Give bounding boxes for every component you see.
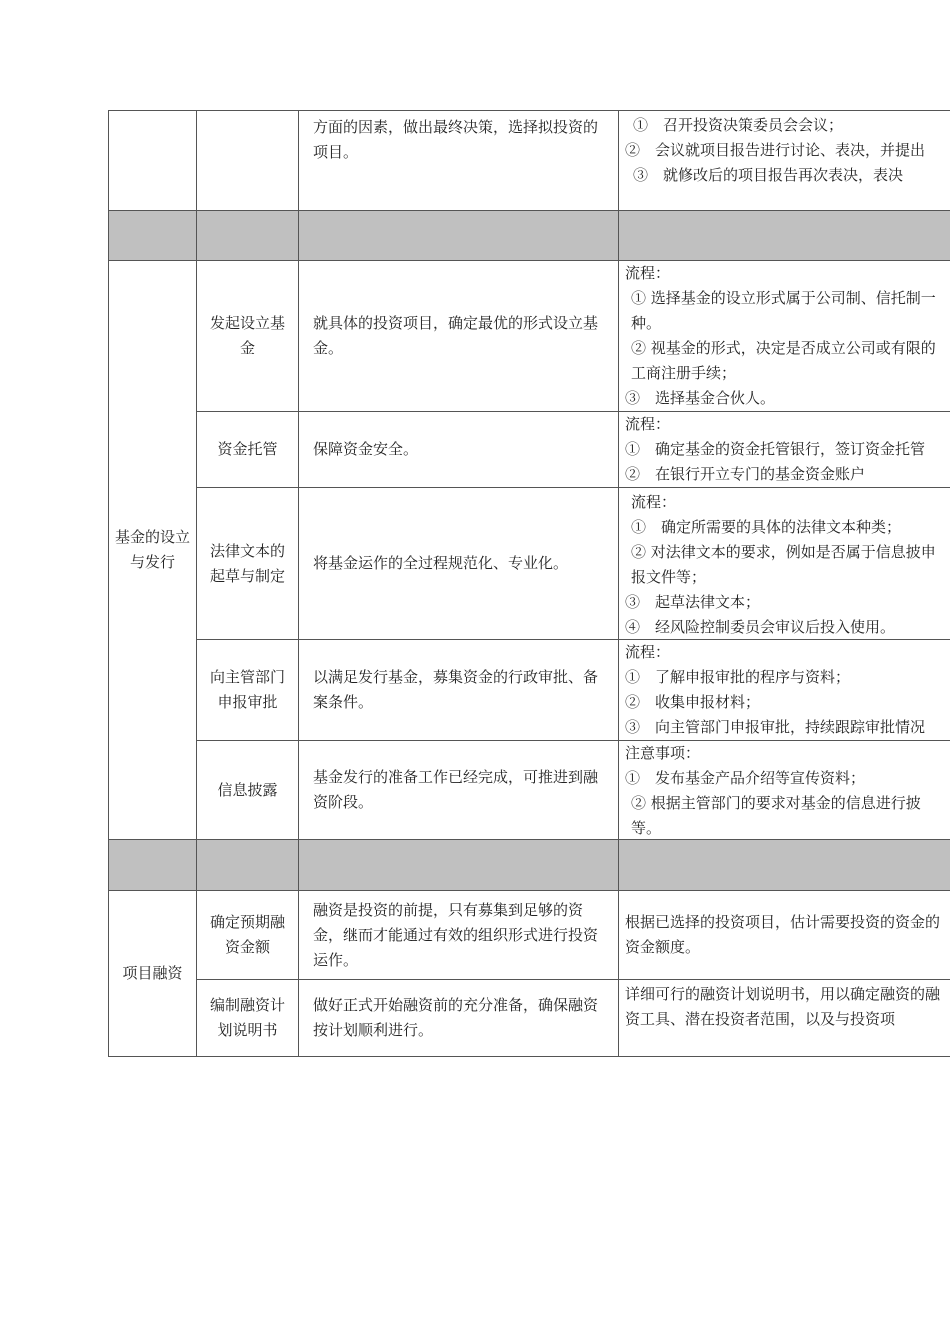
detail-line: ② 在银行开立专门的基金资金账户 — [625, 465, 866, 483]
detail-line: ③ 就修改后的项目报告再次表决，表决 — [633, 166, 904, 184]
table-row — [109, 488, 950, 640]
description-cell: 就具体的投资项目，确定最优的形式设立基金。 — [299, 261, 619, 412]
description-cell: 以满足发行基金，募集资金的行政审批、备案条件。 — [299, 640, 619, 741]
detail-line: 流程： — [625, 643, 671, 661]
detail-line: ③ 向主管部门申报审批，持续跟踪审批情况 — [625, 718, 926, 736]
separator-row — [109, 840, 950, 891]
detail-cell — [619, 488, 950, 640]
step-name-cell — [197, 111, 299, 211]
detail-line: ① 确定所需要的具体的法律文本种类； — [631, 518, 902, 536]
detail-line: ③ 选择基金合伙人。 — [625, 389, 776, 407]
description-cell: 做好正式开始融资前的充分准备，确保融资按计划顺利进行。 — [299, 980, 619, 1057]
detail-line: ① 选择基金的设立形式属于公司制、信托制一种。 — [631, 289, 936, 332]
table-row — [109, 111, 950, 211]
description-cell: 将基金运作的全过程规范化、专业化。 — [299, 488, 619, 640]
step-name-cell: 向主管部门申报审批 — [197, 640, 299, 741]
detail-cell — [619, 412, 950, 488]
separator-row — [109, 211, 950, 261]
description-cell: 保障资金安全。 — [299, 412, 619, 488]
detail-cell — [619, 741, 950, 840]
detail-line: ② 对法律文本的要求，例如是否属于信息披申报文件等； — [631, 543, 936, 586]
detail-line: 流程： — [625, 415, 671, 433]
detail-line: ① 确定基金的资金托管银行，签订资金托管 — [625, 440, 926, 458]
table-row — [109, 261, 950, 412]
detail-line: 流程： — [625, 264, 671, 282]
table-row — [109, 891, 950, 980]
table-row — [109, 741, 950, 840]
detail-line: ② 根据主管部门的要求对基金的信息进行披等。 — [631, 794, 921, 837]
detail-line: 详细可行的融资计划说明书，用以确定融资的融资工具、潜在投资者范围，以及与投资项 — [625, 985, 941, 1028]
description-cell: 融资是投资的前提，只有募集到足够的资金，继而才能通过有效的组织形式进行投资运作。 — [299, 891, 619, 980]
description-cell: 方面的因素，做出最终决策，选择拟投资的项目。 — [299, 111, 619, 211]
detail-cell — [619, 640, 950, 741]
step-name-cell: 编制融资计划说明书 — [197, 980, 299, 1057]
step-name-cell: 确定预期融资金额 — [197, 891, 299, 980]
detail-cell — [619, 980, 950, 1057]
detail-line: ① 了解申报审批的程序与资料； — [625, 668, 851, 686]
category-cell: 基金的设立与发行 — [109, 261, 197, 840]
detail-line: ④ 经风险控制委员会审议后投入使用。 — [625, 618, 896, 636]
detail-line: ② 视基金的形式，决定是否成立公司或有限的工商注册手续； — [631, 339, 936, 382]
step-name-cell: 发起设立基金 — [197, 261, 299, 412]
detail-line: 根据已选择的投资项目，估计需要投资的资金的资金额度。 — [625, 913, 941, 956]
category-cell — [109, 111, 197, 211]
detail-line: 注意事项： — [625, 744, 701, 762]
detail-line: ② 会议就项目报告进行讨论、表决，并提出 — [625, 141, 926, 159]
detail-line: ① 发布基金产品介绍等宣传资料； — [625, 769, 866, 787]
description-cell: 基金发行的准备工作已经完成，可推进到融资阶段。 — [299, 741, 619, 840]
table-row — [109, 412, 950, 488]
detail-cell — [619, 891, 950, 980]
category-cell: 项目融资 — [109, 891, 197, 1057]
detail-line: ① 召开投资决策委员会会议； — [633, 116, 844, 134]
table-row — [109, 980, 950, 1057]
detail-line: ③ 起草法律文本； — [625, 593, 761, 611]
step-name-cell: 资金托管 — [197, 412, 299, 488]
step-name-cell: 信息披露 — [197, 741, 299, 840]
detail-cell — [619, 261, 950, 412]
process-table — [108, 110, 950, 1057]
detail-line: 流程： — [631, 493, 677, 511]
detail-cell — [619, 111, 950, 211]
detail-line: ② 收集申报材料； — [625, 693, 761, 711]
step-name-cell: 法律文本的起草与制定 — [197, 488, 299, 640]
table-row — [109, 640, 950, 741]
